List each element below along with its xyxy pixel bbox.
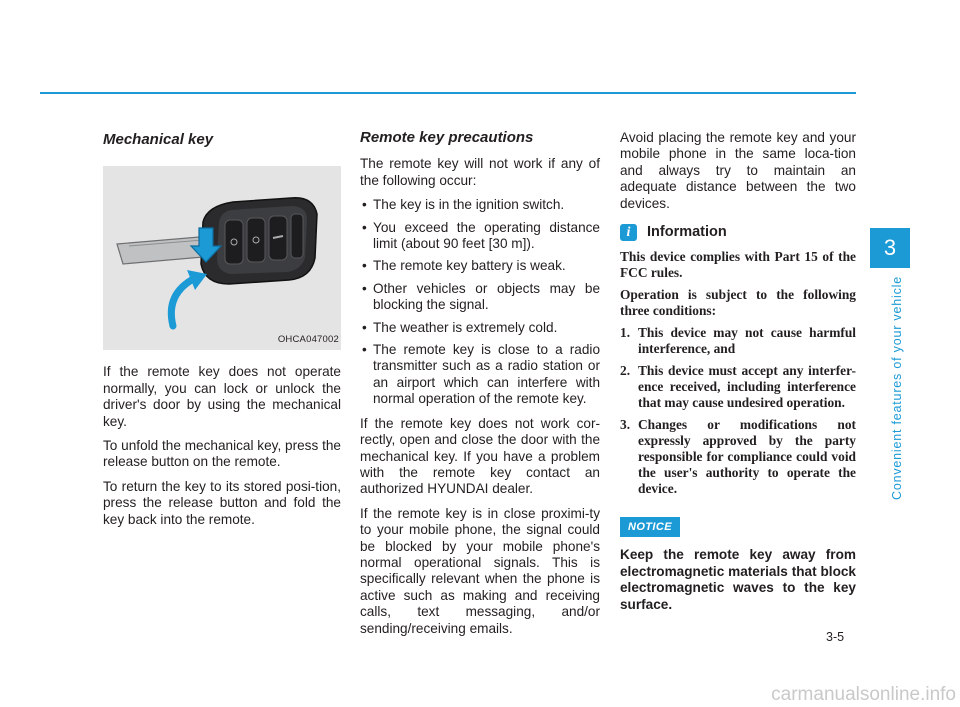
mechanical-key-figure — [103, 166, 341, 350]
list-item: • The remote key battery is weak. — [360, 258, 600, 274]
paragraph: If the remote key does not work cor-rectly, open and close the door with the mechanical key. If you have a problem with the remote key contact an authorized HYUNDAI dealer. — [360, 415, 600, 497]
unlock-button — [247, 218, 265, 262]
fcc-information — [620, 249, 856, 497]
list-item — [620, 325, 856, 357]
list-text: This device may not cause harmful interference, and — [638, 325, 856, 357]
paragraph: The remote key will not work if any of the following occur: — [360, 156, 600, 188]
information-title: Information — [647, 224, 727, 241]
section-number-tab: 3 — [870, 228, 910, 268]
info-icon: i — [620, 224, 637, 241]
heading-mechanical-key: Mechanical key — [103, 131, 214, 148]
paragraph: Operation is subject to the following three conditions: — [620, 287, 856, 319]
paragraph: Avoid placing the remote key and your mobile phone in the same loca-tion and always try to maintain an adequate distance between the two devices. — [620, 130, 856, 211]
conditions-list — [620, 325, 856, 497]
list-text: This device must accept any interfer-ence received, including interference that may cause undesired operation. — [638, 363, 856, 411]
paragraph: To return the key to its stored posi-tion, press the release button and fold the key back into the remote. — [103, 478, 341, 527]
list-item: • Other vehicles or objects may be blocking the signal. — [360, 281, 600, 314]
notice-badge: NOTICE — [620, 517, 680, 537]
top-rule — [40, 92, 856, 94]
list-item: • The remote key is close to a radio transmitter such as a radio station or an airport which can interfere with normal operation of the remote key. — [360, 342, 600, 408]
column-remote-key-precautions — [360, 130, 600, 645]
fold-arrow-icon — [171, 278, 195, 326]
column-information — [620, 130, 856, 613]
information-header — [620, 224, 856, 241]
column-mechanical-key — [103, 130, 341, 536]
remote-key-illustration — [103, 166, 341, 350]
watermark: carmanualsonline.info — [771, 684, 956, 705]
list-item — [620, 363, 856, 411]
paragraph: If the remote key does not operate normally, you can lock or unlock the driver's door by using the mechanical key. — [103, 364, 341, 429]
lock-button — [225, 220, 243, 264]
notice-text: Keep the remote key away from electromagnetic materials that block electromagnetic waves to the key surface. — [620, 547, 856, 612]
paragraph: If the remote key is in close proximi-ty to your mobile phone, the signal could be blocked by your mobile phone's normal operational signals. This is specifically relevant when the phone is active such as making and receiving calls, text messaging, and/or sending/receiving emails. — [360, 505, 600, 636]
precautions-list — [360, 197, 600, 407]
list-number: 2. — [620, 363, 631, 379]
page-number: 3-5 — [826, 630, 845, 644]
list-number: 3. — [620, 417, 631, 433]
list-item: • The weather is extremely cold. — [360, 320, 600, 336]
figure-code: OHCA047002 — [277, 334, 339, 345]
section-title: Convenient features of your vehicle — [890, 276, 904, 500]
list-item — [620, 417, 856, 497]
list-item: • The key is in the ignition switch. — [360, 197, 600, 213]
list-item: • You exceed the operating distance limit (about 90 feet [30 m]). — [360, 220, 600, 253]
panic-button — [291, 214, 303, 258]
list-text: Changes or modifications not expressly approved by the party responsible for compliance could void the user's authority to operate the device. — [638, 417, 856, 497]
paragraph: To unfold the mechanical key, press the release button on the remote. — [103, 438, 341, 470]
heading-remote-key-precautions: Remote key precautions — [360, 129, 534, 146]
list-number: 1. — [620, 325, 631, 341]
paragraph: This device complies with Part 15 of the FCC rules. — [620, 249, 856, 281]
